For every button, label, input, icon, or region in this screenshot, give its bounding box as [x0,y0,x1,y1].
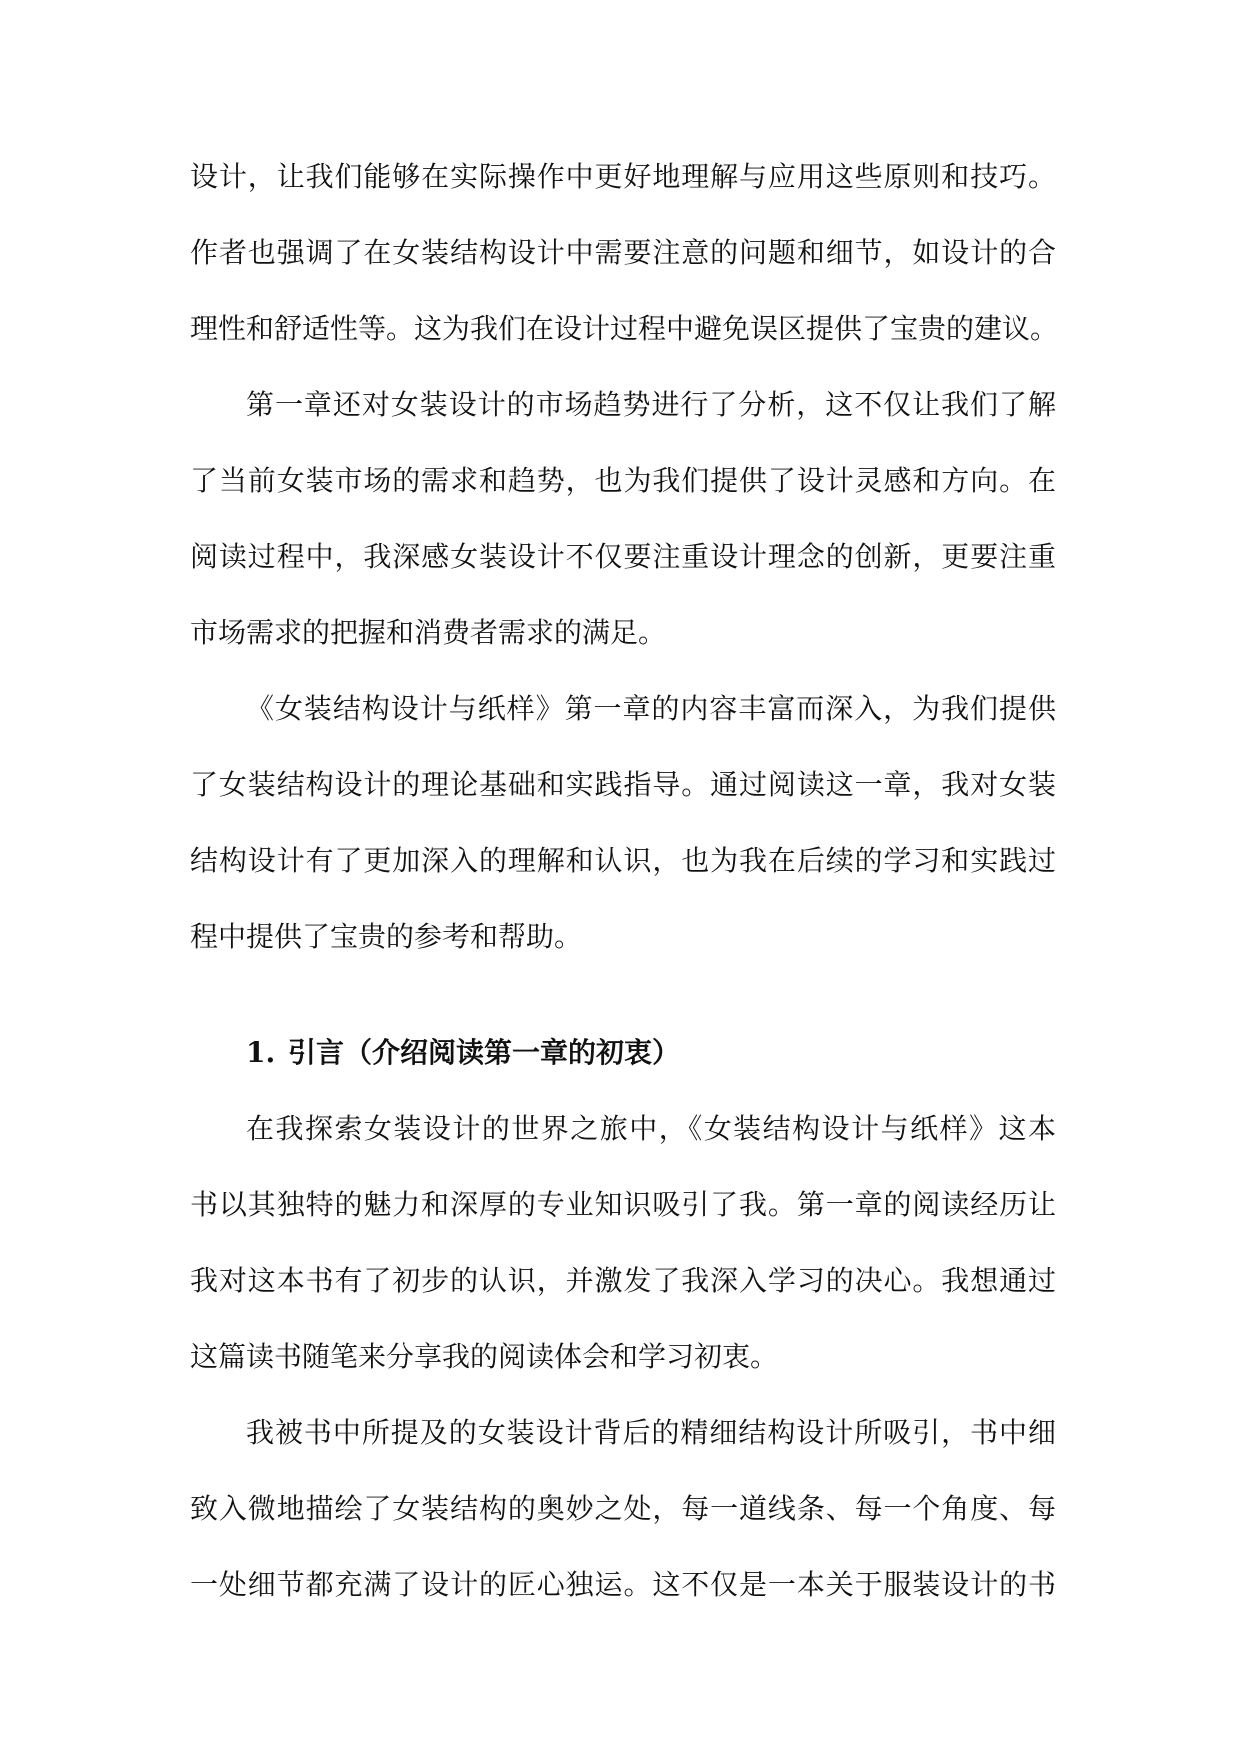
section-number: 1. [246,1036,276,1069]
paragraph-market-trends [190,367,1056,671]
text-line: 了女装结构设计的理论基础和实践指导。通过阅读这一章，我对女装 [190,768,1056,801]
text-line: 了当前女装市场的需求和趋势，也为我们提供了设计灵感和方向。在 [190,464,1056,497]
text-line: 致入微地描绘了女装结构的奥妙之处，每一道线条、每一个角度、每 [190,1492,1056,1525]
section-title: 引言（介绍阅读第一章的初衷） [288,1036,681,1069]
text-line: 我被书中所提及的女装设计背后的精细结构设计所吸引，书中细 [246,1416,1056,1449]
text-line: 阅读过程中，我深感女装设计不仅要注重设计理念的创新，更要注重 [190,540,1056,573]
text-line: 结构设计有了更加深入的理解和认识，也为我在后续的学习和实践过 [190,844,1056,877]
paragraph-intro [190,1091,1056,1395]
text-line: 我对这本书有了初步的认识，并激发了我深入学习的决心。我想通过 [190,1264,1056,1297]
text-line: 程中提供了宝贵的参考和帮助。 [190,920,583,953]
text-line: 第一章还对女装设计的市场趋势进行了分析，这不仅让我们了解 [246,388,1056,421]
document-body [190,139,1059,1623]
text-line: 市场需求的把握和消费者需求的满足。 [190,616,667,649]
text-line: 设计，让我们能够在实际操作中更好地理解与应用这些原则和技巧。 [190,160,1056,193]
section-spacer [190,975,1056,1015]
text-line: 《女装结构设计与纸样》第一章的内容丰富而深入，为我们提供 [246,692,1056,725]
paragraph-structure-design [190,1395,1056,1623]
paragraph-continuation [190,139,1059,367]
text-line: 这篇读书随笔来分享我的阅读体会和学习初衷。 [190,1340,779,1373]
text-line: 一处细节都充满了设计的匠心独运。这不仅是一本关于服装设计的书 [190,1568,1056,1601]
paragraph-chapter-summary [190,671,1056,975]
text-line: 理性和舒适性等。这为我们在设计过程中避免误区提供了宝贵的建议。 [190,312,1059,345]
section-heading [190,1015,1056,1091]
text-line: 书以其独特的魅力和深厚的专业知识吸引了我。第一章的阅读经历让 [190,1188,1056,1221]
text-line: 在我探索女装设计的世界之旅中，《女装结构设计与纸样》这本 [246,1112,1056,1145]
text-line: 作者也强调了在女装结构设计中需要注意的问题和细节，如设计的合 [190,236,1056,269]
